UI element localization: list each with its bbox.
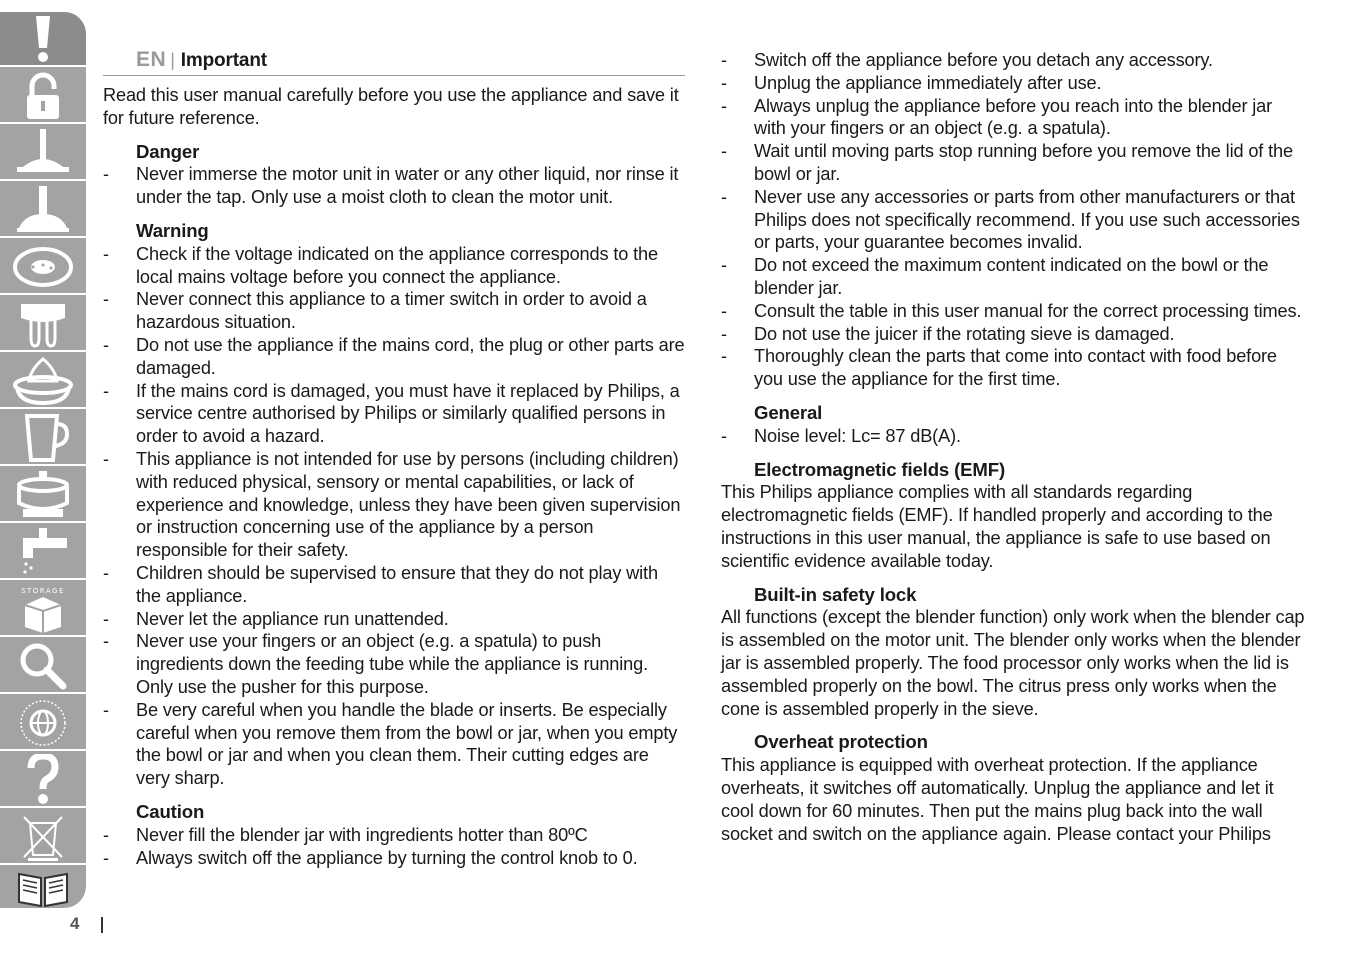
kneading-tool-icon <box>13 184 73 236</box>
list-item: - Never let the appliance run unattended. <box>103 608 685 631</box>
right-column <box>721 49 1307 845</box>
tab-storage[interactable] <box>0 582 86 637</box>
left-column <box>103 49 685 869</box>
overheat-text: This appliance is equipped with overheat protection. If the appliance overheats, it switches off automatically. Unplug the appliance and let it cool down for 60 minutes. Then put the mains plug back into the wall socket and switch on the appliance again. Please contact your Philips <box>721 755 1274 844</box>
section-title: Important <box>180 50 267 71</box>
whisk-icon <box>15 298 71 350</box>
tab-help[interactable] <box>0 753 86 808</box>
food-processor-icon <box>11 469 75 521</box>
tab-whisk[interactable] <box>0 297 86 352</box>
globe-icon <box>11 696 75 750</box>
blade-icon <box>13 127 73 179</box>
list-item: - Switch off the appliance before you detach any accessory. <box>721 49 1307 72</box>
tab-discs[interactable] <box>0 240 86 295</box>
list-item: - If the mains cord is damaged, you must have it replaced by Philips, a service centre authorised by Philips or similarly qualified persons in order to avoid a hazard. <box>103 380 685 448</box>
safety-lock-heading: Built-in safety lock <box>754 583 917 605</box>
caution-list-right <box>721 49 1307 391</box>
tab-troubleshooting-search[interactable] <box>0 639 86 694</box>
danger-heading: Danger <box>136 140 200 162</box>
list-item: - Wait until moving parts stop running before you remove the lid of the bowl or jar. <box>721 140 1307 186</box>
overheat-heading: Overheat protection <box>754 731 928 753</box>
warning-list <box>103 243 685 790</box>
warning-heading: Warning <box>136 219 209 241</box>
general-heading: General <box>754 401 823 423</box>
unlock-icon <box>18 71 68 121</box>
citrus-press-icon <box>11 355 75 407</box>
tab-manual[interactable] <box>0 867 86 908</box>
tab-guarantee[interactable] <box>0 696 86 751</box>
blender-jar-icon <box>15 412 71 464</box>
list-item: - Thoroughly clean the parts that come into contact with food before you use the appliance for the first time. <box>721 345 1307 391</box>
svg-text:STORAGE: STORAGE <box>21 586 65 595</box>
chapter-sidebar <box>0 12 86 908</box>
list-item: - Never use your fingers or an object (e.g. a spatula) to push ingredients down the feeding tube while the appliance is running. Only use the pusher for this purpose. <box>103 630 685 698</box>
disc-icon <box>11 243 75 291</box>
list-item: - Never use any accessories or parts from other manufacturers or that Philips does not specifically recommend. If you use such accessories or parts, your guarantee becomes invalid. <box>721 186 1307 254</box>
list-item: - Never connect this appliance to a timer switch in order to avoid a hazardous situation. <box>103 288 685 334</box>
recycle-bin-icon <box>18 811 68 863</box>
list-item: - Consult the table in this user manual for the correct processing times. <box>721 300 1307 323</box>
list-item: - Do not use the juicer if the rotating sieve is damaged. <box>721 323 1307 346</box>
header-separator: | <box>170 50 175 70</box>
tab-citrus-press[interactable] <box>0 354 86 409</box>
page-number: 4 <box>70 914 80 933</box>
emf-heading: Electromagnetic fields (EMF) <box>754 458 1005 480</box>
caution-list-left <box>103 824 685 870</box>
list-item: - Never immerse the motor unit in water or any other liquid, nor rinse it under the tap. Only use a moist cloth to clean the motor unit. <box>103 163 685 209</box>
tab-blade[interactable] <box>0 126 86 181</box>
list-item: - Always switch off the appliance by turning the control knob to 0. <box>103 847 685 870</box>
list-item: - Noise level: Lc= 87 dB(A). <box>721 425 1307 448</box>
intro-text: Read this user manual carefully before you use the appliance and save it for future reference. <box>103 85 679 128</box>
tab-kneading[interactable] <box>0 183 86 238</box>
exclamation-icon <box>23 14 63 64</box>
tab-cleaning[interactable] <box>0 525 86 580</box>
magnifier-icon <box>15 640 71 692</box>
list-item: - Check if the voltage indicated on the appliance corresponds to the local mains voltage before you connect the appliance. <box>103 243 685 289</box>
tab-environment[interactable] <box>0 810 86 865</box>
danger-list <box>103 163 685 209</box>
list-item: - Unplug the appliance immediately after use. <box>721 72 1307 95</box>
list-item: - Children should be supervised to ensure that they do not play with the appliance. <box>103 562 685 608</box>
emf-text: This Philips appliance complies with all standards regarding electromagnetic fields (EMF). If handled properly and according to the instructions in this user manual, the appliance is safe to use based on scientific evidence available today. <box>721 482 1273 571</box>
storage-box-icon <box>11 583 75 635</box>
list-item: - Be very careful when you handle the blade or inserts. Be especially careful when you remove them from the bowl or jar, when you empty the bowl or jar and when you clean them. Their cutting edges are very sharp. <box>103 699 685 790</box>
list-item: - This appliance is not intended for use by persons (including children) with reduced physical, sensory or mental capabilities, or lack of experience and knowledge, unless they have been given supervision or instruction concerning use of the appliance by a person responsible for their safety. <box>103 448 685 562</box>
tab-food-processor[interactable] <box>0 468 86 523</box>
general-list <box>721 425 1307 448</box>
list-item: - Do not use the appliance if the mains cord, the plug or other parts are damaged. <box>103 334 685 380</box>
safety-lock-text: All functions (except the blender function) only work when the blender cap is assembled on the motor unit. The blender only works when the blender jar is assembled properly. The food processor only works when the lid is assembled properly on the bowl. The citrus press only works when the cone is assembled properly in the sieve. <box>721 607 1305 719</box>
list-item: - Do not exceed the maximum content indicated on the bowl or the blender jar. <box>721 254 1307 300</box>
list-item: - Always unplug the appliance before you reach into the blender jar with your fingers or an object (e.g. a spatula). <box>721 95 1307 141</box>
tab-first-use[interactable] <box>0 69 86 124</box>
tab-blender[interactable] <box>0 411 86 466</box>
list-item: - Never fill the blender jar with ingredients hotter than 80ºC <box>103 824 685 847</box>
question-icon <box>23 754 63 806</box>
book-icon <box>15 868 71 908</box>
caution-heading: Caution <box>136 800 205 822</box>
language-code: EN <box>136 48 167 71</box>
tap-icon <box>13 526 73 578</box>
footer-divider <box>101 917 103 933</box>
section-header <box>103 49 685 76</box>
tab-important[interactable] <box>0 12 86 67</box>
